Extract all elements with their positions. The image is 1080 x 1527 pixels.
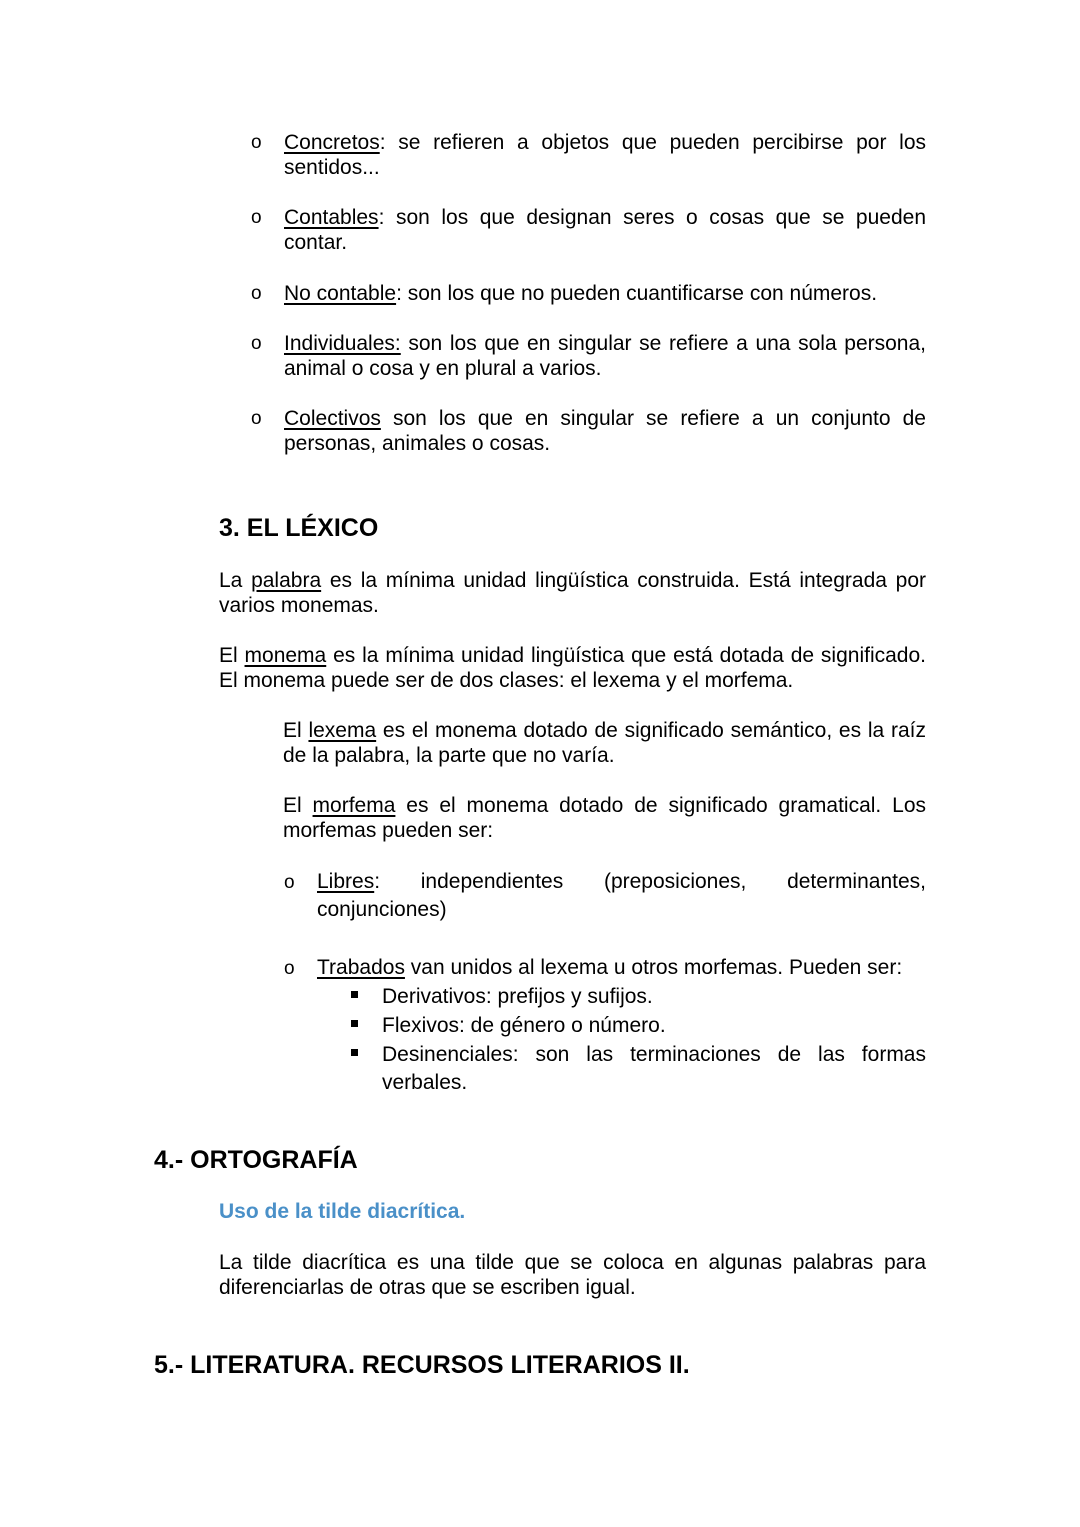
list-item-line2: contar. [284,231,348,254]
text: : independientes (preposiciones, determinantes, [374,870,926,893]
list-item-libres-line2: conjunciones) [317,898,447,921]
list-item-line1 [284,406,926,431]
sub-item-desinenciales-line1: Desinenciales: son las terminaciones de las formas [382,1043,926,1066]
section-heading-lexico: 3. EL LÉXICO [219,514,379,542]
term-lexema: lexema [308,719,377,742]
term: Concretos [284,131,380,154]
text: es la mínima unidad lingüística que está dotada de significado. [326,644,926,667]
term: Individuales: [284,332,401,355]
paragraph-tilde-line1: La tilde diacrítica es una tilde que se coloca en algunas palabras para [219,1251,926,1274]
bullet-icon: o [251,333,262,354]
square-bullet-icon [351,1020,358,1027]
section-heading-ortografia: 4.- ORTOGRAFÍA [154,1146,358,1174]
text: es el monema dotado de significado semántico, es la raíz [376,719,926,742]
sub-item-desinenciales-line2: verbales. [382,1071,468,1094]
bullet-icon: o [251,132,262,153]
list-item-line1 [284,130,926,155]
bullet-icon: o [251,408,262,429]
paragraph-morfema-line1 [283,793,926,818]
list-item-line1 [284,331,926,356]
term: Contables [284,206,379,229]
term-trabados: Trabados [317,956,405,979]
text: El [219,644,245,667]
definition-text: son los que en singular se refiere a un conjunto de [380,407,926,430]
list-item-libres-line1 [317,869,926,894]
paragraph-palabra-line2: varios monemas. [219,594,379,617]
text: La [219,569,252,592]
sub-item-derivativos: Derivativos: prefijos y sufijos. [382,985,653,1008]
section-heading-literatura: 5.- LITERATURA. RECURSOS LITERARIOS II. [154,1351,690,1379]
term-monema: monema [244,644,327,667]
text: El [283,794,313,817]
paragraph-lexema-line2: de la palabra, la parte que no varía. [283,744,615,767]
list-item-line2: sentidos... [284,156,380,179]
text: van unidos al lexema u otros morfemas. Pueden ser: [404,956,903,979]
sub-item-flexivos: Flexivos: de género o número. [382,1014,666,1037]
square-bullet-icon [351,1049,358,1056]
square-bullet-icon [351,991,358,998]
bullet-icon: o [251,207,262,228]
list-item-line2: animal o cosa y en plural a varios. [284,357,602,380]
term-libres: Libres [317,870,375,893]
definition-text: : se refieren a objetos que pueden percibirse por los [379,131,926,154]
paragraph-palabra-line1 [219,568,926,593]
term: Colectivos [284,407,381,430]
term-palabra: palabra [251,569,322,592]
paragraph-morfema-line2: morfemas pueden ser: [283,819,494,842]
text: es el monema dotado de significado gramatical. Los [395,794,926,817]
list-item-line1 [284,281,926,306]
definition-text: son los que en singular se refiere a una sola persona, [400,332,926,355]
paragraph-tilde-line2: diferenciarlas de otras que se escriben igual. [219,1276,636,1299]
term-morfema: morfema [312,794,396,817]
paragraph-monema-line2: El monema puede ser de dos clases: el lexema y el morfema. [219,669,794,692]
text: es la mínima unidad lingüística construida. Está integrada por [321,569,926,592]
list-item-trabados [317,955,937,980]
bullet-icon: o [284,958,295,979]
definition-text: : son los que no pueden cuantificarse con números. [396,282,878,305]
bullet-icon: o [284,872,295,893]
paragraph-monema-line1 [219,643,926,668]
subheading-tilde: Uso de la tilde diacrítica. [219,1200,466,1223]
text: El [283,719,309,742]
term: No contable [284,282,397,305]
list-item-line2: personas, animales o cosas. [284,432,551,455]
paragraph-lexema-line1 [283,718,926,743]
list-item-line1 [284,205,926,230]
definition-text: : son los que designan seres o cosas que se pueden [378,206,926,229]
bullet-icon: o [251,283,262,304]
